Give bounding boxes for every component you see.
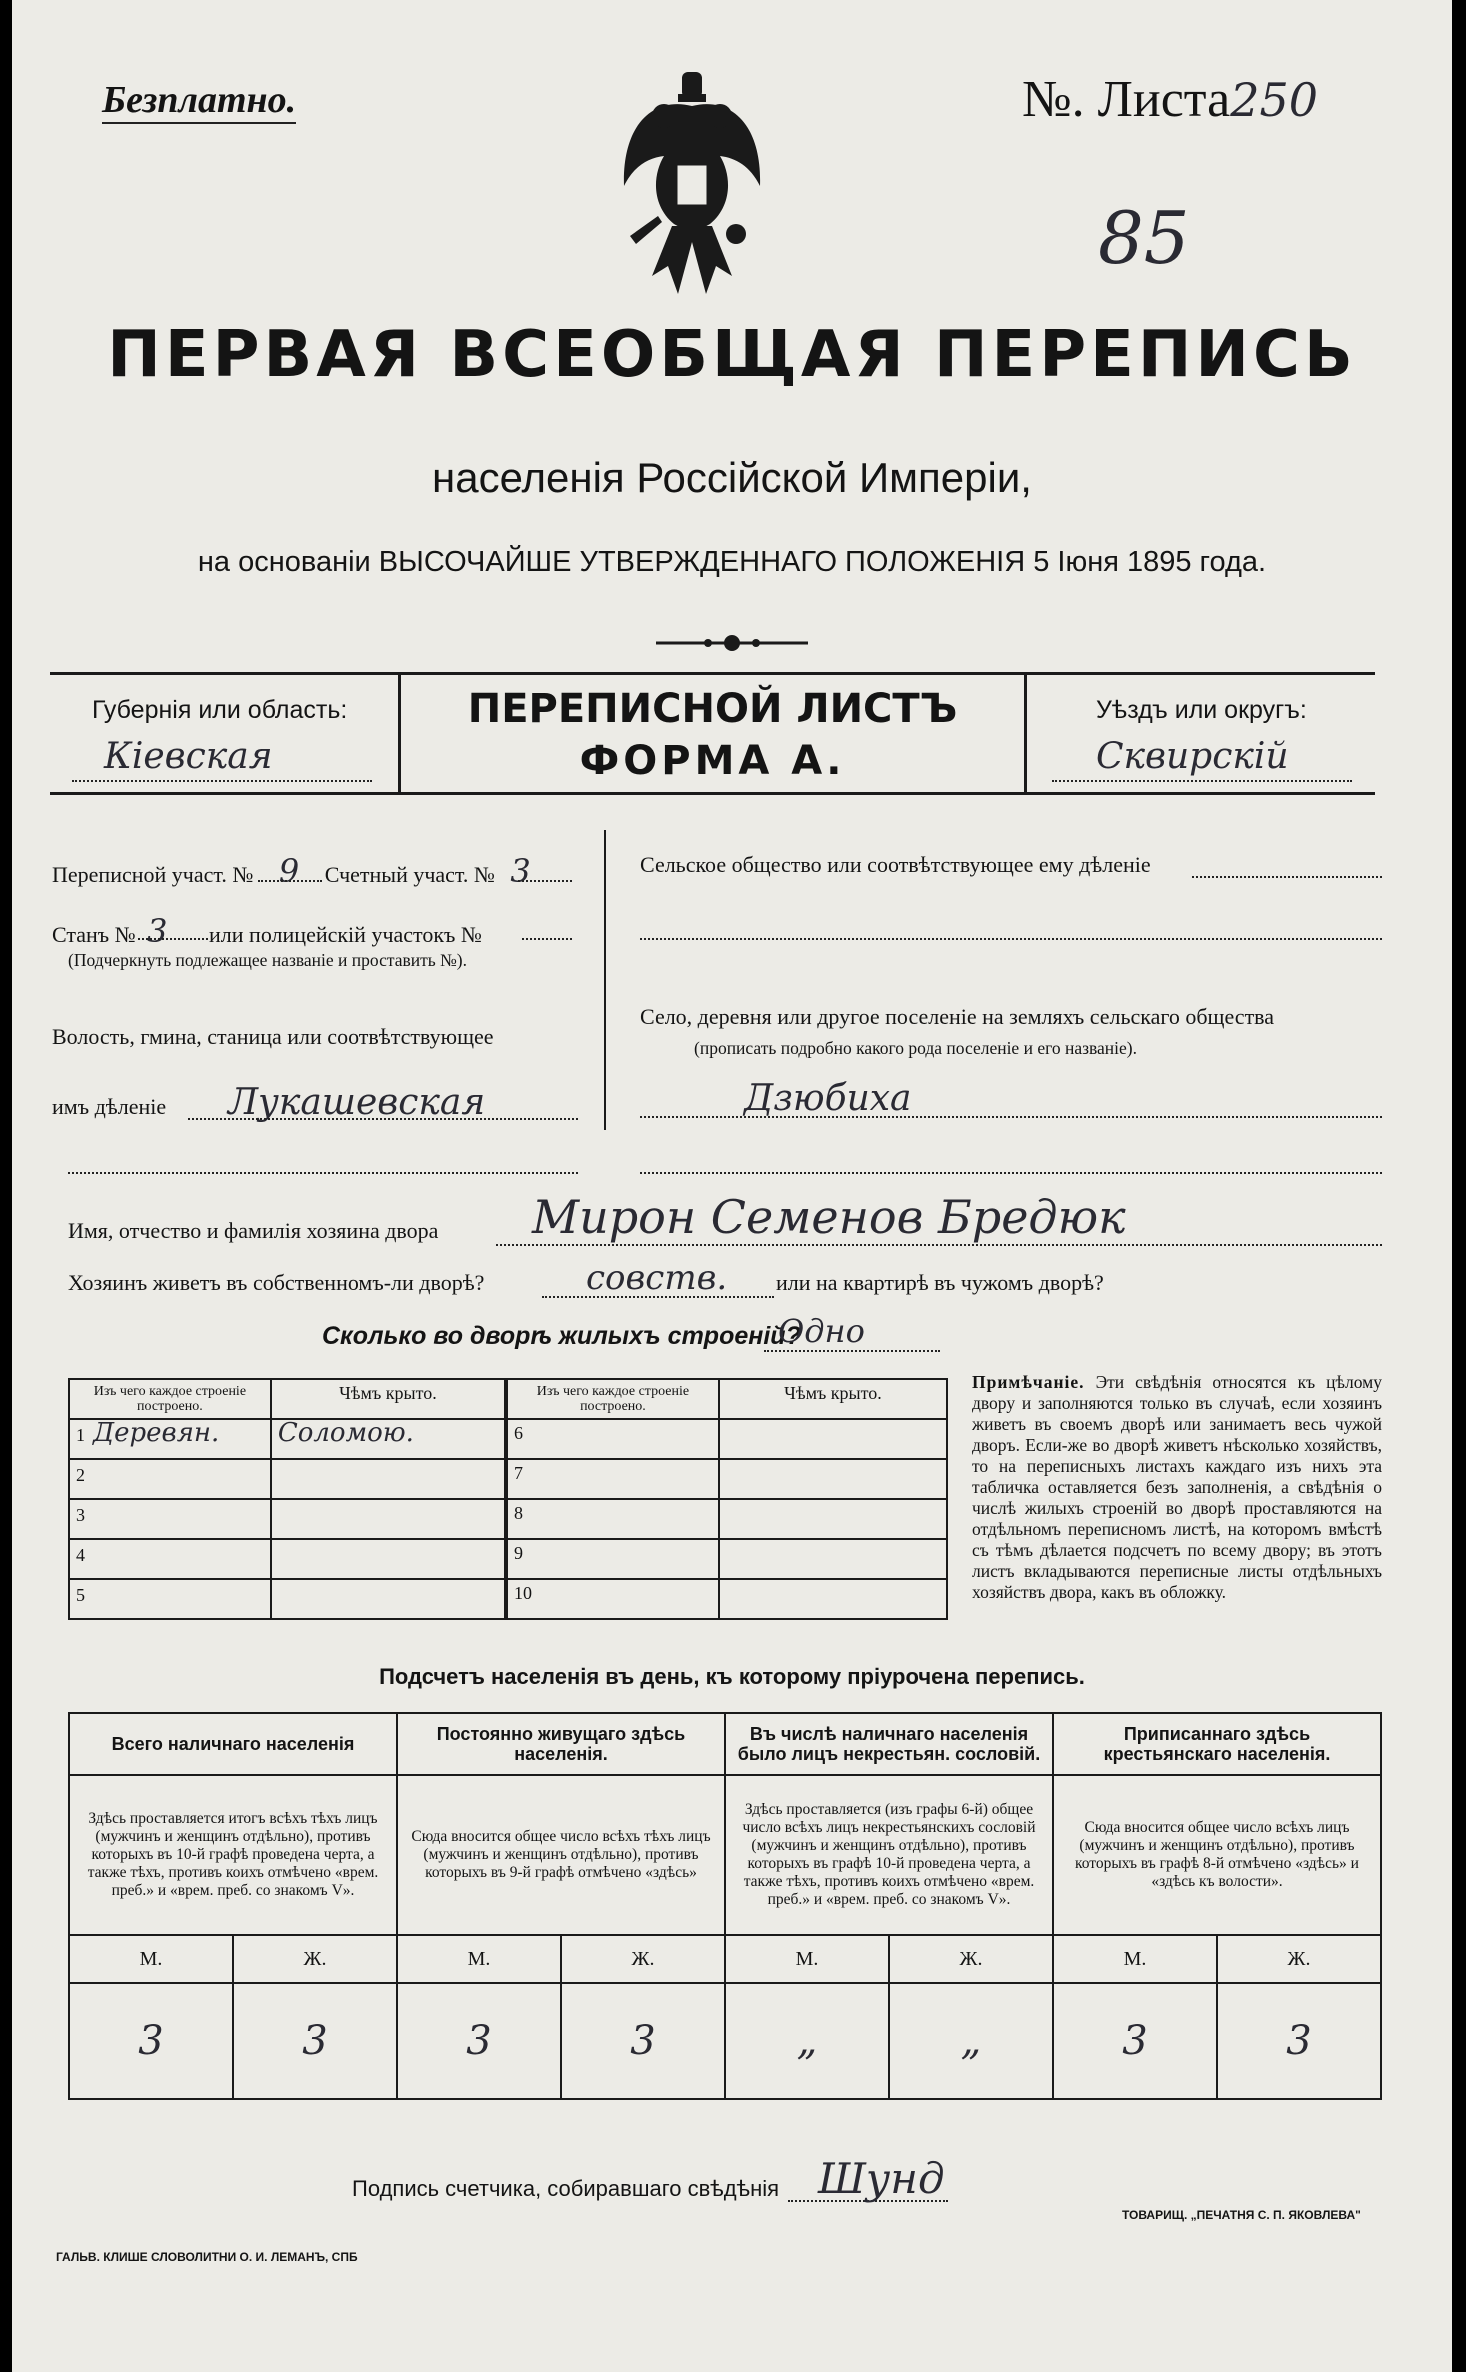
buildings-label: Сколько во дворѣ жилыхъ строеній? bbox=[322, 1322, 801, 1350]
lives-value: совств. bbox=[586, 1258, 728, 1298]
census-area-field bbox=[52, 852, 531, 890]
village-label: Село, деревня или другое поселеніе на земляхъ сельскаго общества bbox=[640, 1004, 1275, 1029]
main-title: ПЕРВАЯ ВСЕОБЩАЯ ПЕРЕПИСЬ bbox=[107, 318, 1357, 392]
group-header: Приписаннаго здѣсь крестьянскаго населенія. bbox=[1053, 1713, 1381, 1775]
male-count: 3 bbox=[1053, 1983, 1217, 2099]
page-number-handwritten: 85 bbox=[1098, 196, 1190, 280]
signature-label: Подпись счетчика, собиравшаго свѣдѣнія bbox=[352, 2176, 780, 2201]
printer-right: ТОВАРИЩ. „ПЕЧАТНЯ С. П. ЯКОВЛЕВА" bbox=[1122, 2208, 1361, 2222]
group-description: Здѣсь проставляется итогъ всѣхъ тѣхъ лицъ (мужчинъ и женщинъ отдѣльно), противъ которыхъ въ 10-й графѣ проведена черта, а также тѣхъ, противъ коихъ отмѣчено «врем. преб.» и «врем. преб. со знакомъ V». bbox=[69, 1775, 397, 1935]
buildings-value: Одно bbox=[778, 1312, 865, 1350]
group-description: Сюда вносится общее число всѣхъ тѣхъ лицъ (мужчинъ и женщинъ отдѣльно), противъ которыхъ въ 9-й графѣ отмѣчено «здѣсь» bbox=[397, 1775, 725, 1935]
building-material bbox=[69, 1539, 271, 1579]
signature-value: Шунд bbox=[818, 2154, 945, 2203]
row-number: 4 bbox=[76, 1545, 85, 1565]
basis-line: на основаніи ВЫСОЧАЙШЕ УТВЕРЖДЕННАГО ПОЛОЖЕНІЯ 5 Іюня 1895 года. bbox=[197, 546, 1267, 578]
buildings-table bbox=[68, 1378, 948, 1620]
society-label: Сельское общество или соотвѣтствующее ему дѣленіе bbox=[640, 852, 1151, 877]
buildings-row bbox=[69, 1579, 947, 1619]
building-material bbox=[69, 1499, 271, 1539]
counting-area-value: 3 bbox=[510, 852, 531, 890]
col-roof-right: Чѣмъ крыто. bbox=[719, 1379, 947, 1419]
owner-name-value: Мирон Семенов Бредюк bbox=[532, 1190, 1126, 1244]
guberniya-label: Губернія или область: bbox=[92, 696, 348, 724]
row-number: 9 bbox=[506, 1539, 719, 1579]
col-material-right: Изъ чего каждое строеніе построено. bbox=[506, 1379, 719, 1419]
village-value: Дзюбиха bbox=[744, 1078, 912, 1119]
row-number: 5 bbox=[76, 1585, 85, 1605]
buildings-row bbox=[69, 1539, 947, 1579]
col-material-left: Изъ чего каждое строеніе построено. bbox=[69, 1379, 271, 1419]
census-sheet bbox=[12, 0, 1452, 2372]
buildings-row bbox=[69, 1419, 947, 1459]
female-header: Ж. bbox=[1217, 1935, 1381, 1983]
row-number: 3 bbox=[76, 1505, 85, 1525]
volost-label: Волость, гмина, станица или соотвѣтствующее bbox=[52, 1024, 494, 1049]
census-area-label: Переписной участ. № bbox=[52, 862, 254, 887]
row-number: 6 bbox=[506, 1419, 719, 1459]
group-header: Постоянно живущаго здѣсь населенія. bbox=[397, 1713, 725, 1775]
building-material bbox=[69, 1459, 271, 1499]
male-header: М. bbox=[397, 1935, 561, 1983]
row-number: 1 bbox=[76, 1425, 85, 1445]
population-table bbox=[68, 1712, 1382, 2100]
counting-area-label: Счетный участ. № bbox=[324, 862, 495, 887]
row-number: 8 bbox=[506, 1499, 719, 1539]
ornament-divider bbox=[652, 630, 812, 656]
roof-value bbox=[271, 1499, 506, 1539]
roof-value bbox=[719, 1459, 947, 1499]
roof-value bbox=[719, 1419, 947, 1459]
sheet-number bbox=[1022, 70, 1318, 129]
male-header: М. bbox=[1053, 1935, 1217, 1983]
guberniya-value: Кіевская bbox=[104, 736, 273, 777]
male-count: 3 bbox=[69, 1983, 233, 2099]
row-number: 7 bbox=[506, 1459, 719, 1499]
sheet-number-label: №. Листа bbox=[1022, 71, 1231, 128]
form-subtitle: ФОРМА А. bbox=[579, 738, 846, 784]
roof-value bbox=[719, 1499, 947, 1539]
roof-value bbox=[719, 1539, 947, 1579]
note-block bbox=[972, 1372, 1382, 1603]
note-text: Эти свѣдѣнія относятся къ цѣлому двору и заполняются только въ случаѣ, если хозяинъ живетъ въ своемъ дворѣ или занимаетъ весь чужой дворъ. Если-же во дворѣ живетъ нѣсколько хозяйствъ, то на переписныхъ листахъ каждаго изъ нихъ эта табличка оставляется безъ заполненія, а свѣдѣнія о числѣ жилыхъ строеній во дворѣ проставляются на отдѣльномъ переписномъ листѣ, на которомъ вмѣстѣ съ тѣмъ дѣлается подсчетъ по всему двору; въ этотъ листъ вкладываются переписные листы отдѣльныхъ хозяйствъ двора, какъ въ обложку. bbox=[972, 1372, 1383, 1602]
building-material bbox=[69, 1419, 271, 1459]
roof-value: Соломою. bbox=[271, 1419, 506, 1459]
female-count: „ bbox=[889, 1983, 1053, 2099]
row-number: 10 bbox=[506, 1579, 719, 1619]
roof-value bbox=[271, 1579, 506, 1619]
group-header: Всего наличнаго населенія bbox=[69, 1713, 397, 1775]
double-headed-eagle-icon bbox=[612, 66, 772, 306]
roof-value bbox=[271, 1459, 506, 1499]
uezd-label: Уѣздъ или округъ: bbox=[1096, 696, 1307, 724]
stan-value: 3 bbox=[147, 912, 168, 950]
volost-label-2: имъ дѣленіе bbox=[52, 1094, 167, 1119]
roof-value bbox=[719, 1579, 947, 1619]
female-header: Ж. bbox=[233, 1935, 397, 1983]
census-area-value: 9 bbox=[278, 852, 300, 890]
printer-left: ГАЛЬВ. КЛИШЕ СЛОВОЛИТНИ О. И. ЛЕМАНЪ, СПБ bbox=[56, 2250, 358, 2264]
form-title: ПЕРЕПИСНОЙ ЛИСТЪ bbox=[467, 686, 958, 732]
sheet-number-value: 250 bbox=[1230, 73, 1319, 127]
group-header: Въ числѣ наличнаго населенія было лицъ некрестьян. сословій. bbox=[725, 1713, 1053, 1775]
free-label: Безплатно. bbox=[102, 78, 296, 124]
police-label: или полицейскій участокъ № bbox=[209, 922, 482, 947]
village-note: (прописать подробно какого рода поселеніе и его названіе). bbox=[694, 1038, 1137, 1058]
buildings-row bbox=[69, 1459, 947, 1499]
male-count: „ bbox=[725, 1983, 889, 2099]
roof-value bbox=[271, 1539, 506, 1579]
group-description: Сюда вносится общее число всѣхъ лицъ (мужчинъ и женщинъ отдѣльно), противъ которыхъ въ графѣ 8-й отмѣчено «здѣсь» и «здѣсь къ волости». bbox=[1053, 1775, 1381, 1935]
female-count: 3 bbox=[1217, 1983, 1381, 2099]
male-header: М. bbox=[725, 1935, 889, 1983]
sub-title: населенія Россійской Имперіи, bbox=[432, 454, 1032, 501]
stan-field bbox=[52, 912, 482, 950]
or-label: или на квартирѣ въ чужомъ дворѣ? bbox=[776, 1270, 1104, 1295]
male-header: М. bbox=[69, 1935, 233, 1983]
col-roof-left: Чѣмъ крыто. bbox=[271, 1379, 506, 1419]
note-label: Примѣчаніе. bbox=[972, 1372, 1085, 1392]
row-number: 2 bbox=[76, 1465, 85, 1485]
material-value: Деревян. bbox=[93, 1418, 220, 1448]
male-count: 3 bbox=[397, 1983, 561, 2099]
building-material bbox=[69, 1579, 271, 1619]
owner-name-label: Имя, отчество и фамилія хозяина двора bbox=[68, 1218, 439, 1243]
underline-note: (Подчеркнуть подлежащее названіе и проставить №). bbox=[68, 950, 467, 970]
uezd-value: Сквирскій bbox=[1096, 736, 1289, 777]
population-title: Подсчетъ населенія въ день, къ которому пріурочена перепись. bbox=[379, 1664, 1085, 1689]
group-description: Здѣсь проставляется (изъ графы 6-й) общее число всѣхъ лицъ некрестьянскихъ сословій (мужчинъ и женщинъ отдѣльно), противъ которыхъ въ графѣ 10-й проведена черта, а также тѣхъ, противъ коихъ отмѣчено «врем. преб.» и «врем. преб. со знакомъ V». bbox=[725, 1775, 1053, 1935]
female-header: Ж. bbox=[889, 1935, 1053, 1983]
female-count: 3 bbox=[561, 1983, 725, 2099]
female-count: 3 bbox=[233, 1983, 397, 2099]
lives-label: Хозяинъ живетъ въ собственномъ-ли дворѣ? bbox=[68, 1270, 485, 1295]
female-header: Ж. bbox=[561, 1935, 725, 1983]
buildings-row bbox=[69, 1499, 947, 1539]
stan-label: Станъ № bbox=[52, 922, 136, 947]
volost-value: Лукашевская bbox=[228, 1082, 486, 1123]
